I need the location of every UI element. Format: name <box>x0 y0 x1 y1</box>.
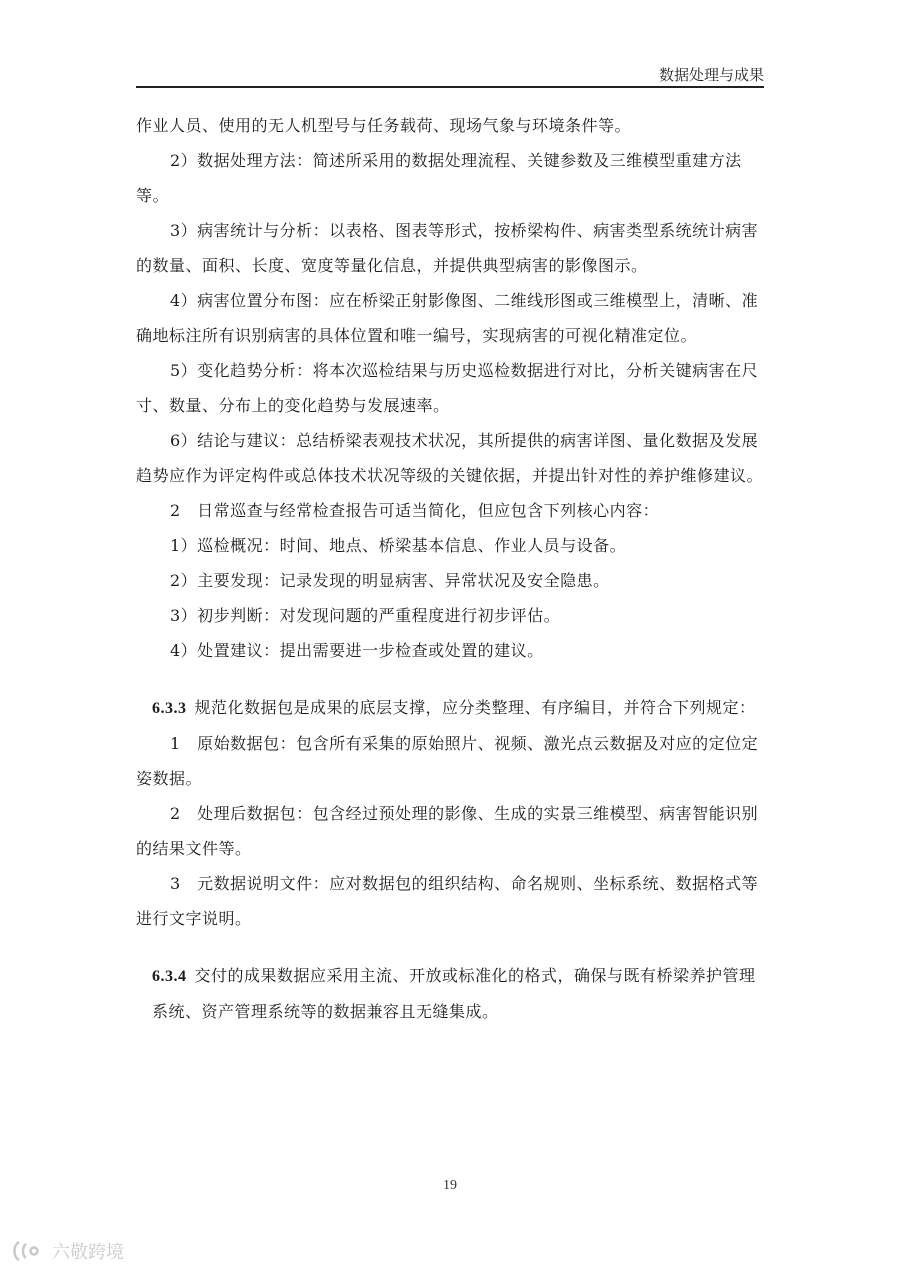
list-item: 2 处理后数据包：包含经过预处理的影像、生成的实景三维模型、病害智能识别的结果文件等。 <box>136 804 759 858</box>
clause-number: 6.3.4 <box>152 968 187 985</box>
page-number: 19 <box>443 1178 457 1193</box>
list-item: 4）处置建议：提出需要进一步检查或处置的建议。 <box>170 641 544 660</box>
list-item: 3）初步判断：对发现问题的严重程度进行初步评估。 <box>170 606 561 625</box>
clause-paragraph <box>136 690 764 726</box>
clause-paragraph <box>136 958 764 1029</box>
clause-text: 规范化数据包是成果的底层支撑，应分类整理、有序编目，并符合下列规定： <box>194 698 756 717</box>
list-item: 1）巡检概况：时间、地点、桥梁基本信息、作业人员与设备。 <box>170 536 627 555</box>
list-item: 1 原始数据包：包含所有采集的原始照片、视频、激光点云数据及对应的定位定姿数据。 <box>136 734 759 788</box>
section-gap <box>136 936 764 958</box>
watermark-text: 六敬跨境 <box>52 1242 124 1263</box>
brand-logo-icon <box>10 1238 44 1264</box>
clause-number: 6.3.3 <box>152 700 187 717</box>
watermark <box>10 1238 124 1264</box>
running-header-title: 数据处理与成果 <box>658 66 764 84</box>
list-item: 3）病害统计与分析：以表格、图表等形式，按桥梁构件、病害类型系统统计病害的数量、面积、长度、宽度等量化信息，并提供典型病害的影像图示。 <box>136 221 759 275</box>
list-item: 2）主要发现：记录发现的明显病害、异常状况及安全隐患。 <box>170 571 610 590</box>
list-item: 6）结论与建议：总结桥梁表观技术状况，其所提供的病害详图、量化数据及发展趋势应作为评定构件或总体技术状况等级的关键依据，并提出针对性的养护维修建议。 <box>136 431 764 485</box>
list-item: 2）数据处理方法：简述所采用的数据处理流程、关键参数及三维模型重建方法等。 <box>136 151 742 205</box>
list-item: 4）病害位置分布图：应在桥梁正射影像图、二维线形图或三维模型上，清晰、准确地标注所有识别病害的具体位置和唯一编号，实现病害的可视化精准定位。 <box>136 291 759 345</box>
section-gap <box>136 668 764 690</box>
header-rule <box>136 86 764 88</box>
list-item: 5）变化趋势分析：将本次巡检结果与历史巡检数据进行对比，分析关键病害在尺寸、数量、分布上的变化趋势与发展速率。 <box>136 361 759 415</box>
clause-text: 交付的成果数据应采用主流、开放或标准化的格式，确保与既有桥梁养护管理系统、资产管理系统等的数据兼容且无缝集成。 <box>152 966 756 1021</box>
document-body <box>136 108 764 1029</box>
continuation-line: 作业人员、使用的无人机型号与任务载荷、现场气象与环境条件等。 <box>136 116 632 135</box>
list-item: 2 日常巡查与经常检查报告可适当简化，但应包含下列核心内容： <box>170 501 660 520</box>
list-item: 3 元数据说明文件：应对数据包的组织结构、命名规则、坐标系统、数据格式等进行文字说明。 <box>136 874 759 928</box>
